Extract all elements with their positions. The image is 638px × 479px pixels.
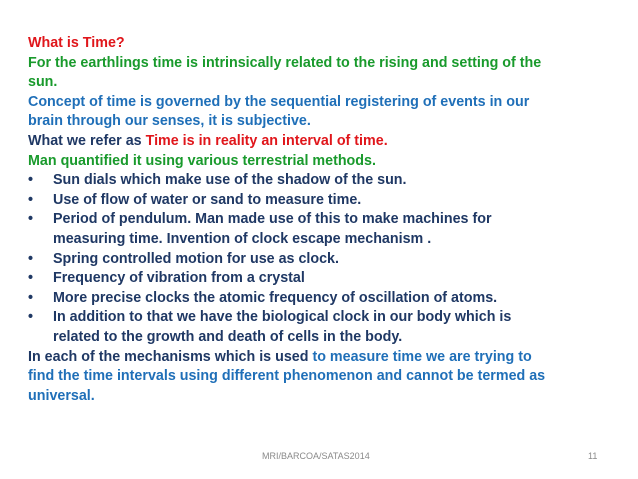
paragraph-earthlings-line1: For the earthlings time is intrinsically related to the rising and setting of the <box>28 54 542 71</box>
list-item-text: More precise clocks the atomic frequency of oscillation of atoms. <box>53 289 498 306</box>
list-item-text: In addition to that we have the biological clock in our body which is <box>53 309 512 326</box>
time-interval-highlight: Time is in reality an interval of time. <box>145 132 388 149</box>
conclusion-line2: find the time intervals using different phenomenon and cannot be termed as <box>28 368 546 385</box>
list-item-text: Sun dials which make use of the shadow of the sun. <box>53 172 407 189</box>
conclusion-highlight: to measure time we are trying to <box>312 348 532 365</box>
slide-heading: What is Time? <box>28 35 125 51</box>
list-item-continuation: related to the growth and death of cells in the body. <box>53 328 403 345</box>
list-item <box>28 289 613 309</box>
list-item-text: Frequency of vibration from a crystal <box>53 270 305 287</box>
bullet-marker: • <box>28 191 34 208</box>
list-item-text: Spring controlled motion for use as clock. <box>53 250 339 267</box>
slide-body <box>28 34 613 406</box>
conclusion-line1 <box>28 348 613 368</box>
paragraph-time-interval <box>28 132 613 152</box>
time-interval-prefix: What we refer as <box>28 132 146 149</box>
list-item-continuation: measuring time. Invention of clock escape mechanism . <box>53 230 432 247</box>
bullet-marker: • <box>28 289 34 306</box>
list-item <box>28 250 613 270</box>
bullet-marker: • <box>28 270 34 287</box>
conclusion-prefix: In each of the mechanisms which is used <box>28 348 313 365</box>
list-item <box>28 191 613 211</box>
list-item <box>28 171 613 191</box>
paragraph-concept-line1: Concept of time is governed by the sequential registering of events in our <box>28 93 530 110</box>
list-item <box>28 210 613 230</box>
page-number: 11 <box>588 451 598 461</box>
footer-source: MRI/BARCOA/SATAS2014 <box>262 451 370 461</box>
list-item <box>28 308 613 328</box>
paragraph-earthlings-line2: sun. <box>28 74 58 91</box>
paragraph-concept-line2: brain through our senses, it is subjective. <box>28 113 311 130</box>
list-item-text: Use of flow of water or sand to measure time. <box>53 191 362 208</box>
list-item <box>28 269 613 289</box>
conclusion-line3: universal. <box>28 387 95 404</box>
bullet-marker: • <box>28 250 34 267</box>
list-item-text: Period of pendulum. Man made use of this to make machines for <box>53 211 492 228</box>
bullet-marker: • <box>28 309 34 326</box>
bullet-marker: • <box>28 172 34 189</box>
bullet-marker: • <box>28 211 34 228</box>
paragraph-man-quantified: Man quantified it using various terrestrial methods. <box>28 152 376 169</box>
